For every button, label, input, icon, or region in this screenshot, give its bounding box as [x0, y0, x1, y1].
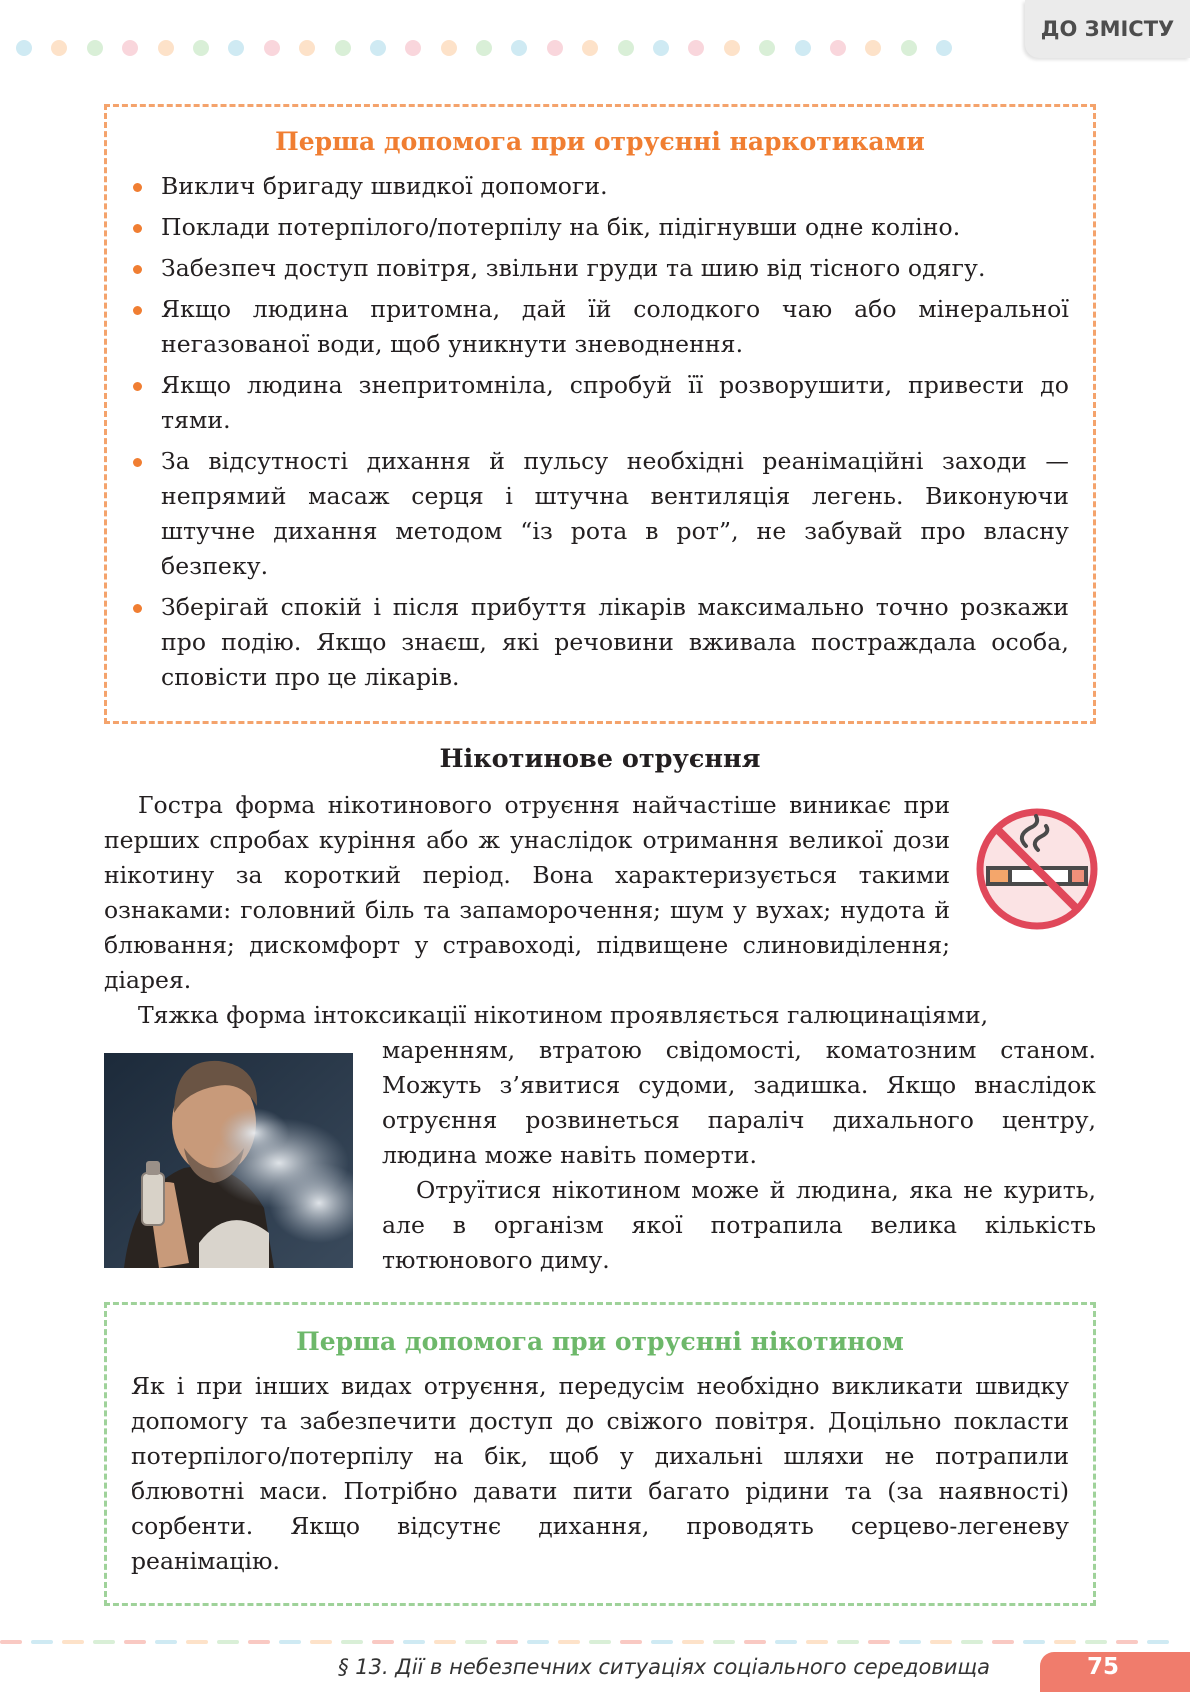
list-item: Забезпеч доступ повітря, звільни груди та шию від тісного одягу. [131, 251, 1069, 286]
decorative-dash [1116, 1640, 1138, 1644]
decorative-dot [87, 40, 103, 56]
decorative-dot [618, 40, 634, 56]
decorative-dot [228, 40, 244, 56]
nicotine-first-aid-text: Як і при інших видах отруєння, передусім необхідно викликати швидку допомогу та забезпечити доступ до свіжого повітря. Доцільно покласти потерпілого/потерпілу на бік, щоб у дихальні шляхи не потрапили блювотні маси. Потрібно давати пити багато рідини та (за наявності) сорбенти. Якщо відсутнє дихання, проводять серцево-легеневу реанімацію. [131, 1372, 1069, 1575]
bullet-icon [133, 458, 142, 467]
drug-first-aid-title: Перша допомога при отруєнні наркотиками [275, 127, 925, 156]
decorative-dash [868, 1640, 890, 1644]
decorative-dash [837, 1640, 859, 1644]
decorative-dash [496, 1640, 518, 1644]
decorative-dash [992, 1640, 1014, 1644]
decorative-dash [31, 1640, 53, 1644]
decorative-dash [124, 1640, 146, 1644]
nicotine-paragraph-passive: Отруїтися нікотином може й людина, яка не курить, але в організм якої потрапила велика кількість тютюнового диму. [382, 1176, 1096, 1274]
list-item: Якщо людина притомна, дай їй солодкого чаю або мінеральної негазованої води, щоб уникнути зневоднення. [131, 292, 1069, 362]
list-item: Зберігай спокій і після прибуття лікарів максимально точно розкажи про подію. Якщо знаєш, які речовини вживала постраждала особа, сповісти про це лікарів. [131, 590, 1069, 695]
nicotine-paragraph-severe-start: Тяжка форма інтоксикації нікотином проявляється галюцинаціями, [138, 1001, 989, 1029]
decorative-dash [899, 1640, 921, 1644]
nicotine-first-aid-title: Перша допомога при отруєнні нікотином [296, 1327, 904, 1356]
decorative-dash [527, 1640, 549, 1644]
decorative-dash [465, 1640, 487, 1644]
decorative-dash [186, 1640, 208, 1644]
drug-first-aid-list [107, 169, 1093, 695]
bullet-icon [133, 604, 142, 613]
decorative-dash [558, 1640, 580, 1644]
decorative-dash [310, 1640, 332, 1644]
decorative-dot [122, 40, 138, 56]
decorative-dash [589, 1640, 611, 1644]
decorative-dot [16, 40, 32, 56]
footer-decorative-dashes [0, 1640, 1169, 1644]
decorative-dash [0, 1640, 22, 1644]
list-item: За відсутності дихання й пульсу необхідні реанімаційні заходи — непрямий масаж серця і штучна вентиляція легень. Виконуючи штучне дихання методом “із рота в рот”, не забувай про власну безпеку. [131, 444, 1069, 584]
decorative-dash [155, 1640, 177, 1644]
decorative-dot [830, 40, 846, 56]
decorative-dash [403, 1640, 425, 1644]
bullet-icon [133, 382, 142, 391]
decorative-dot [759, 40, 775, 56]
list-item: Поклади потерпілого/потерпілу на бік, підігнувши одне коліно. [131, 210, 1069, 245]
drug-first-aid-box [104, 104, 1096, 724]
decorative-dash [1147, 1640, 1169, 1644]
decorative-dash [1054, 1640, 1076, 1644]
bullet-icon [133, 265, 142, 274]
decorative-dash [806, 1640, 828, 1644]
decorative-dot [264, 40, 280, 56]
decorative-dot [193, 40, 209, 56]
decorative-dot [582, 40, 598, 56]
decorative-dash [434, 1640, 456, 1644]
decorative-dash [279, 1640, 301, 1644]
list-item: Якщо людина знепритомніла, спробуй її розворушити, привести до тями. [131, 368, 1069, 438]
decorative-dash [651, 1640, 673, 1644]
decorative-dot [441, 40, 457, 56]
decorative-dot [547, 40, 563, 56]
decorative-dash [930, 1640, 952, 1644]
decorative-dash [62, 1640, 84, 1644]
bullet-icon [133, 183, 142, 192]
decorative-dot [476, 40, 492, 56]
top-decorative-dots [16, 40, 952, 56]
decorative-dot [653, 40, 669, 56]
decorative-dash [744, 1640, 766, 1644]
bullet-icon [133, 224, 142, 233]
bullet-icon [133, 306, 142, 315]
decorative-dot [335, 40, 351, 56]
decorative-dot [724, 40, 740, 56]
nicotine-paragraph-acute: Гостра форма нікотинового отруєння найчастіше виникає при перших спробах куріння або ж унаслідок отримання великої дози нікотину за короткий період. Вона характеризується такими ознаками: головний біль та запаморочення; шум у вухах; нудота й блювання; дискомфорт у стравоході, підвищене слиновиділення; діарея. [104, 791, 950, 994]
decorative-dot [901, 40, 917, 56]
decorative-dash [1085, 1640, 1107, 1644]
decorative-dot [688, 40, 704, 56]
man-vaping-photo [104, 1053, 353, 1268]
decorative-dot [299, 40, 315, 56]
decorative-dash [961, 1640, 983, 1644]
page-number: 75 [1040, 1652, 1190, 1692]
decorative-dash [341, 1640, 363, 1644]
no-smoking-icon [974, 806, 1100, 932]
decorative-dot [51, 40, 67, 56]
decorative-dot [511, 40, 527, 56]
decorative-dash [775, 1640, 797, 1644]
decorative-dot [158, 40, 174, 56]
decorative-dash [1023, 1640, 1045, 1644]
decorative-dash [248, 1640, 270, 1644]
decorative-dot [936, 40, 952, 56]
table-of-contents-button[interactable]: ДО ЗМІСТУ [1025, 0, 1190, 58]
decorative-dash [93, 1640, 115, 1644]
decorative-dash [620, 1640, 642, 1644]
decorative-dash [217, 1640, 239, 1644]
nicotine-section-title: Нікотинове отруєння [439, 744, 761, 774]
decorative-dash [682, 1640, 704, 1644]
decorative-dot [405, 40, 421, 56]
decorative-dot [795, 40, 811, 56]
nicotine-first-aid-box [104, 1302, 1096, 1606]
decorative-dot [370, 40, 386, 56]
decorative-dot [865, 40, 881, 56]
footer-section-title: § 13. Дії в небезпечних ситуаціях соціального середовища [338, 1655, 990, 1679]
nicotine-paragraph-severe-rest: маренням, втратою свідомості, коматозним станом. Можуть з’явитися судоми, задишка. Якщо внаслідок отруєння розвинеться параліч дихального центру, людина може навіть померти. [382, 1036, 1096, 1169]
list-item: Виклич бригаду швидкої допомоги. [131, 169, 1069, 204]
decorative-dash [713, 1640, 735, 1644]
decorative-dash [372, 1640, 394, 1644]
